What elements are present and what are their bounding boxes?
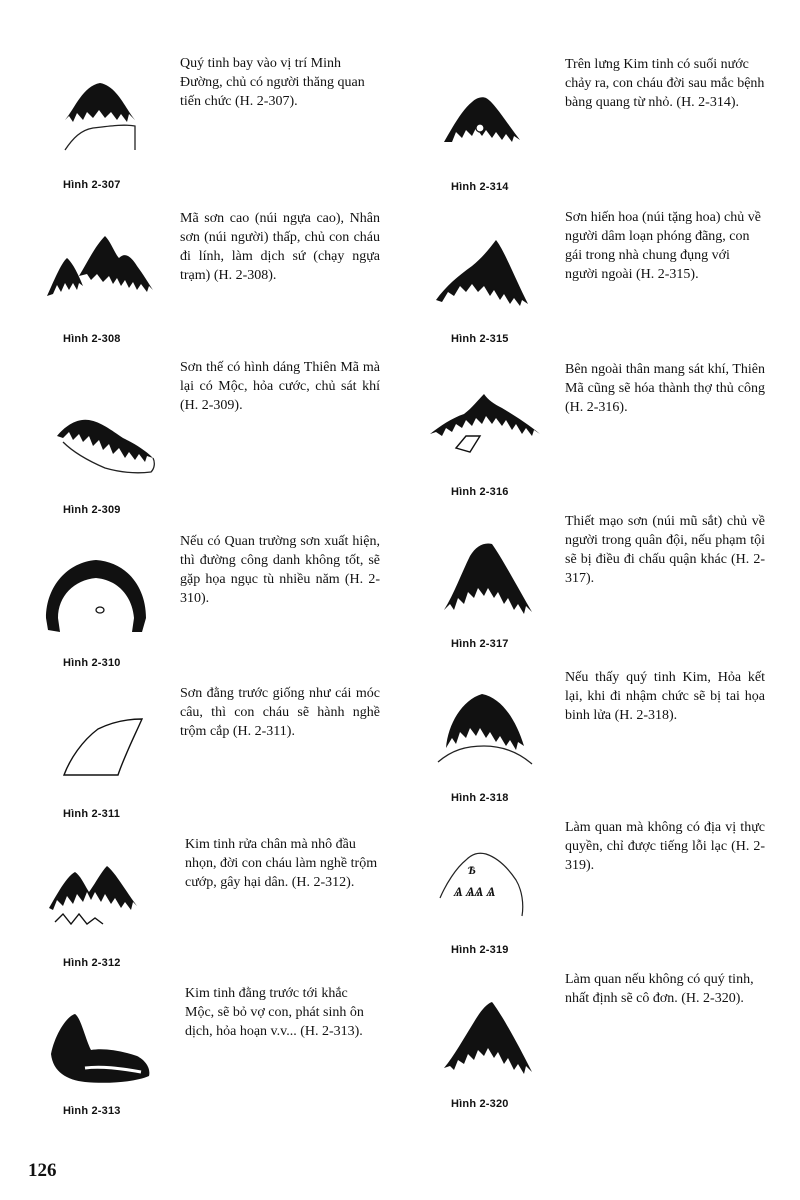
entry-text: Làm quan nếu không có quý tinh, nhất định sẽ cô đơn. (H. 2-320). [565, 972, 754, 1006]
mountain-illustration [45, 862, 155, 934]
entry-text: Nếu có Quan trường sơn xuất hiện, thì đường công danh không tốt, sẽ gặp họa ngục tù nhiều năm (H. 2-310). [180, 534, 380, 606]
figure-caption: Hình 2-320 [451, 1098, 509, 1110]
entry-text: Kim tinh đằng trước tới khắc Mộc, sẽ bỏ vợ con, phát sinh ôn dịch, hỏa hoạn v.v... (H. 2-313). [185, 986, 364, 1039]
entry-text: Bên ngoài thân mang sát khí, Thiên Mã cũng sẽ hóa thành thợ thủ công (H. 2-316). [565, 362, 765, 415]
entry-text: Mã sơn cao (núi ngựa cao), Nhân sơn (núi người) thấp, chủ con cháu đi lính, làm dịch sứ (chạy ngựa trạm) (H. 2-308). [180, 211, 380, 283]
figure-caption: Hình 2-315 [451, 333, 509, 345]
mountain-illustration [440, 1000, 536, 1078]
mountain-illustration [40, 556, 150, 636]
figure-caption: Hình 2-310 [63, 657, 121, 669]
mountain-illustration [60, 715, 150, 780]
figure-caption: Hình 2-314 [451, 181, 509, 193]
figure-caption: Hình 2-316 [451, 486, 509, 498]
mountain-illustration [436, 846, 530, 920]
figure-caption: Hình 2-319 [451, 944, 509, 956]
mountain-illustration [428, 390, 544, 460]
figure-caption: Hình 2-313 [63, 1105, 121, 1117]
entry-text: Làm quan mà không có địa vị thực quyền, chỉ được tiếng lỗi lạc (H. 2-319). [565, 820, 765, 873]
mountain-illustration [45, 1010, 155, 1085]
mountain-illustration [440, 540, 536, 620]
mountain-illustration [45, 228, 155, 300]
entry-text: Sơn thế có hình dáng Thiên Mã mà lại có Mộc, hỏa cước, chủ sát khí (H. 2-309). [180, 360, 380, 413]
entry-text: Nếu thấy quý tinh Kim, Hỏa kết lại, khi đi nhậm chức sẽ bị tai họa binh lửa (H. 2-318). [565, 670, 765, 723]
entry-text: Sơn hiến hoa (núi tặng hoa) chủ về người dâm loạn phóng đãng, con gái trong nhà chung đụng với người ngoài (H. 2-315). [565, 210, 761, 282]
entry-text: Kim tinh rửa chân mà nhô đầu nhọn, đời con cháu làm nghề trộm cướp, gây hại dân. (H. 2-312). [185, 837, 378, 890]
figure-caption: Hình 2-318 [451, 792, 509, 804]
figure-caption: Hình 2-307 [63, 179, 121, 191]
figure-caption: Hình 2-309 [63, 504, 121, 516]
entry-text: Sơn đằng trước giống như cái móc câu, thì con cháu sẽ hành nghề trộm cắp (H. 2-311). [180, 686, 380, 739]
mountain-illustration [432, 688, 536, 768]
figure-caption: Hình 2-308 [63, 333, 121, 345]
mountain-illustration [55, 412, 165, 482]
mountain-illustration [55, 78, 150, 153]
figure-caption: Hình 2-311 [63, 808, 121, 820]
entry-text: Thiết mạo sơn (núi mũ sắt) chủ về người trong quân đội, nếu phạm tội sẽ bị điều đi chấu quận khác (H. 2-317). [565, 514, 765, 586]
mountain-illustration [432, 236, 532, 310]
entry-text: Trên lưng Kim tinh có suối nước chảy ra, con cháu đời sau mắc bệnh bàng quang từ nhỏ. (H. 2-314). [565, 57, 765, 110]
svg-text:Ѣ: Ѣ [468, 863, 476, 877]
entry-text: Quý tinh bay vào vị trí Minh Đường, chủ có người thăng quan tiến chức (H. 2-307). [180, 56, 365, 109]
svg-text:Ѧ ѦѦ Ѧ: Ѧ ѦѦ Ѧ [454, 884, 496, 899]
figure-caption: Hình 2-312 [63, 957, 121, 969]
figure-caption: Hình 2-317 [451, 638, 509, 650]
mountain-illustration [440, 92, 530, 152]
page-number: 126 [28, 1160, 57, 1181]
